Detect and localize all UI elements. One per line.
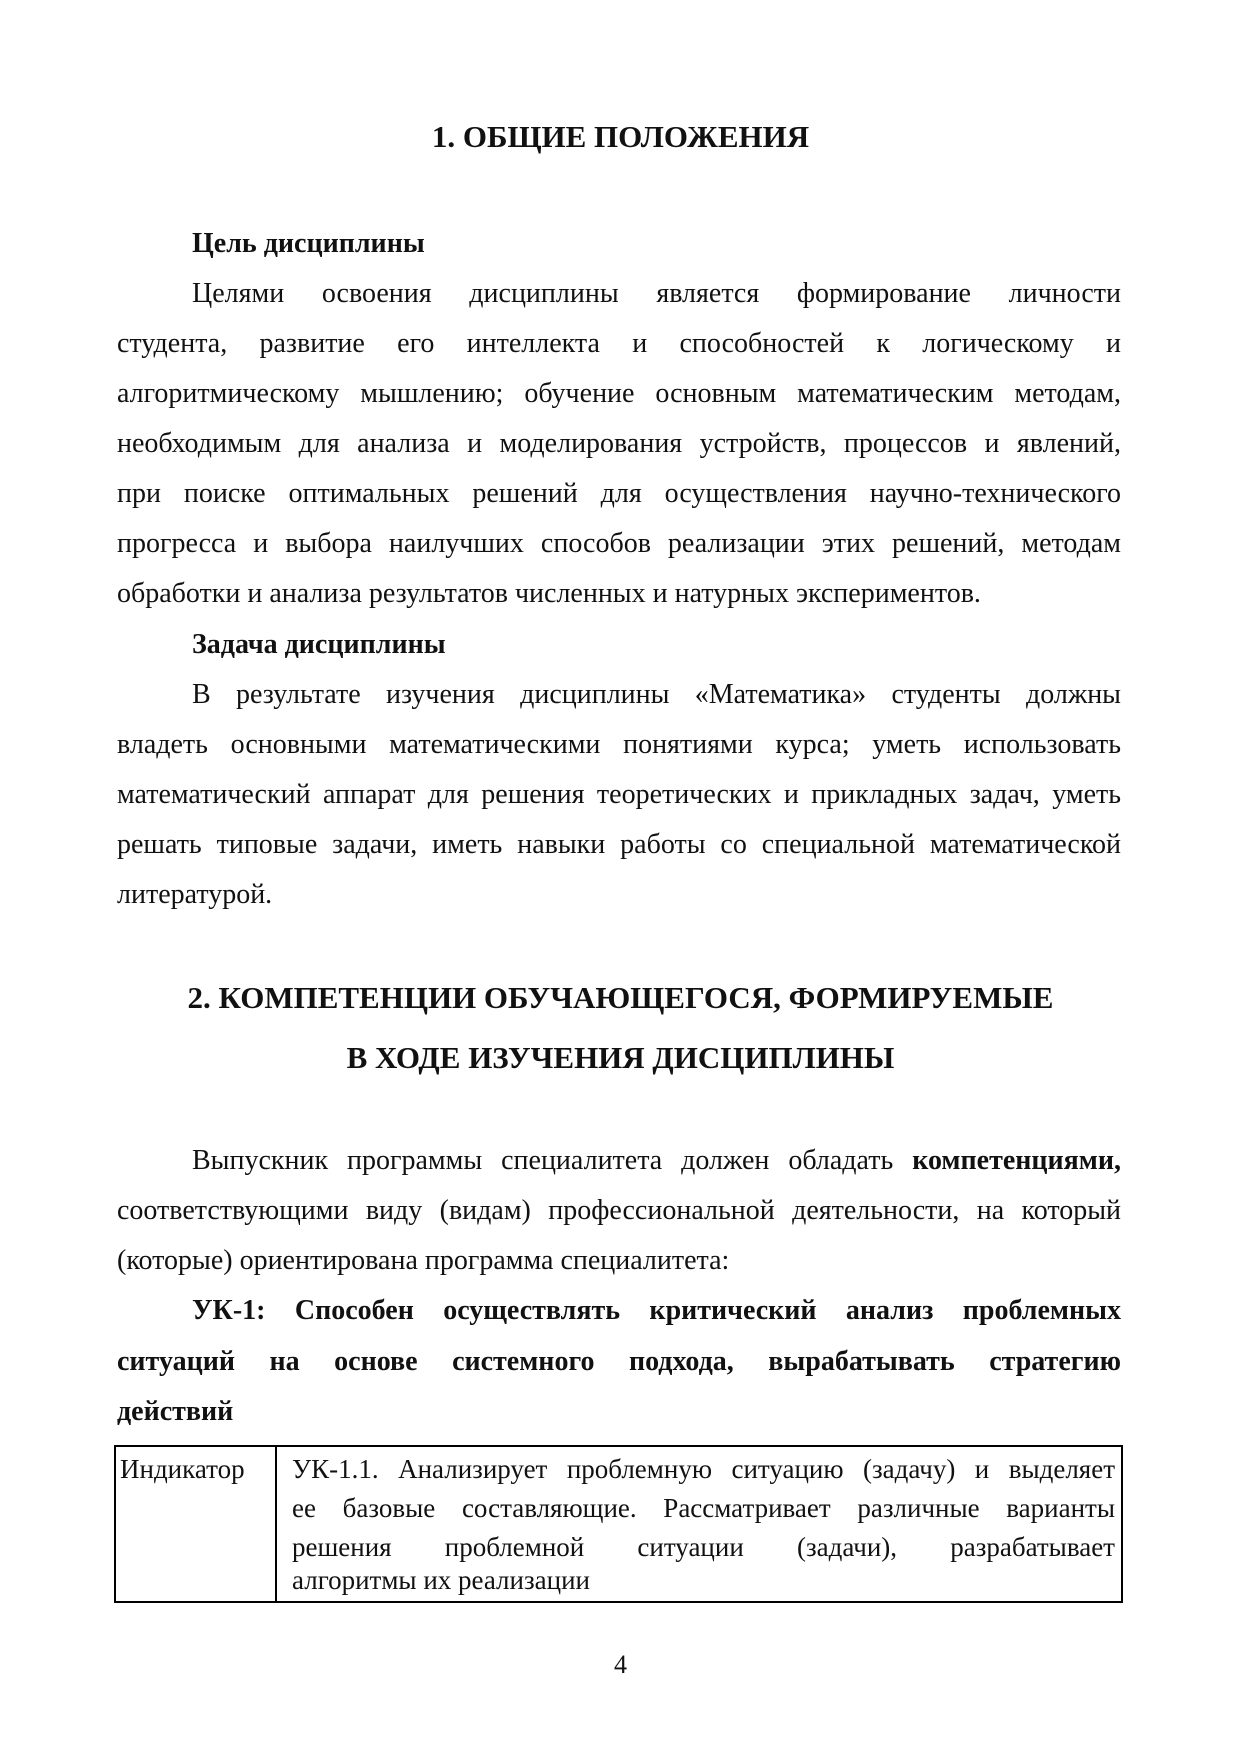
task-text-line: владеть основными математическими понятиями курса; уметь использовать	[117, 729, 1121, 760]
indicator-text-line: алгоритмы их реализации	[292, 1565, 590, 1595]
indicator-text-line: решения проблемной ситуации (задачи), разрабатывает	[292, 1532, 1115, 1562]
task-text-line: литературой.	[117, 879, 273, 910]
uk1-heading-line: действий	[117, 1396, 234, 1427]
task-text-line: В результате изучения дисциплины «Математика» студенты должны	[192, 679, 1121, 710]
task-heading: Задача дисциплины	[192, 629, 446, 660]
goal-text-line: необходимым для анализа и моделирования устройств, процессов и явлений,	[117, 428, 1121, 459]
task-text-line: решать типовые задачи, иметь навыки работы со специальной математической	[117, 829, 1121, 860]
indicator-label: Индикатор	[120, 1454, 245, 1484]
goal-text-line: студента, развитие его интеллекта и способностей к логическому и	[117, 328, 1121, 359]
uk1-heading-line: УК-1: Способен осуществлять критический анализ проблемных	[192, 1295, 1121, 1326]
indicator-text-line: ее базовые составляющие. Рассматривает различные варианты	[292, 1493, 1115, 1523]
uk1-heading-line: ситуаций на основе системного подхода, вырабатывать стратегию	[117, 1346, 1121, 1377]
intro-line-1	[192, 1143, 1121, 1179]
intro-bold-term: компетенциями,	[912, 1145, 1121, 1176]
goal-text-line: обработки и анализа результатов численных и натурных экспериментов.	[117, 578, 981, 609]
page-number: 4	[614, 1650, 627, 1679]
goal-text-line: алгоритмическому мышлению; обучение основным математическим методам,	[117, 378, 1121, 409]
indicator-label-cell	[116, 1447, 277, 1601]
goal-text-line: Целями освоения дисциплины является формирование личности	[192, 278, 1121, 309]
section-2-title-line-1: 2. КОМПЕТЕНЦИИ ОБУЧАЮЩЕГОСЯ, ФОРМИРУЕМЫЕ	[187, 980, 1054, 1015]
goal-text-line: прогресса и выбора наилучших способов реализации этих решений, методам	[117, 528, 1121, 559]
intro-line: соответствующими виду (видам) профессиональной деятельности, на который	[117, 1195, 1121, 1226]
section-1-title: 1. ОБЩИЕ ПОЛОЖЕНИЯ	[431, 119, 810, 154]
task-text-line: математический аппарат для решения теоретических и прикладных задач, уметь	[117, 779, 1121, 810]
intro-line: (которые) ориентирована программа специалитета:	[117, 1245, 730, 1276]
section-2-title-line-2: В ХОДЕ ИЗУЧЕНИЯ ДИСЦИПЛИНЫ	[346, 1040, 895, 1075]
intro-text: Выпускник программы специалитета должен обладать	[192, 1145, 894, 1176]
goal-text-line: при поиске оптимальных решений для осуществления научно-технического	[117, 478, 1121, 509]
indicator-text-line: УК-1.1. Анализирует проблемную ситуацию (задачу) и выделяет	[292, 1454, 1115, 1484]
indicator-table	[114, 1445, 1123, 1603]
goal-heading: Цель дисциплины	[192, 228, 425, 259]
